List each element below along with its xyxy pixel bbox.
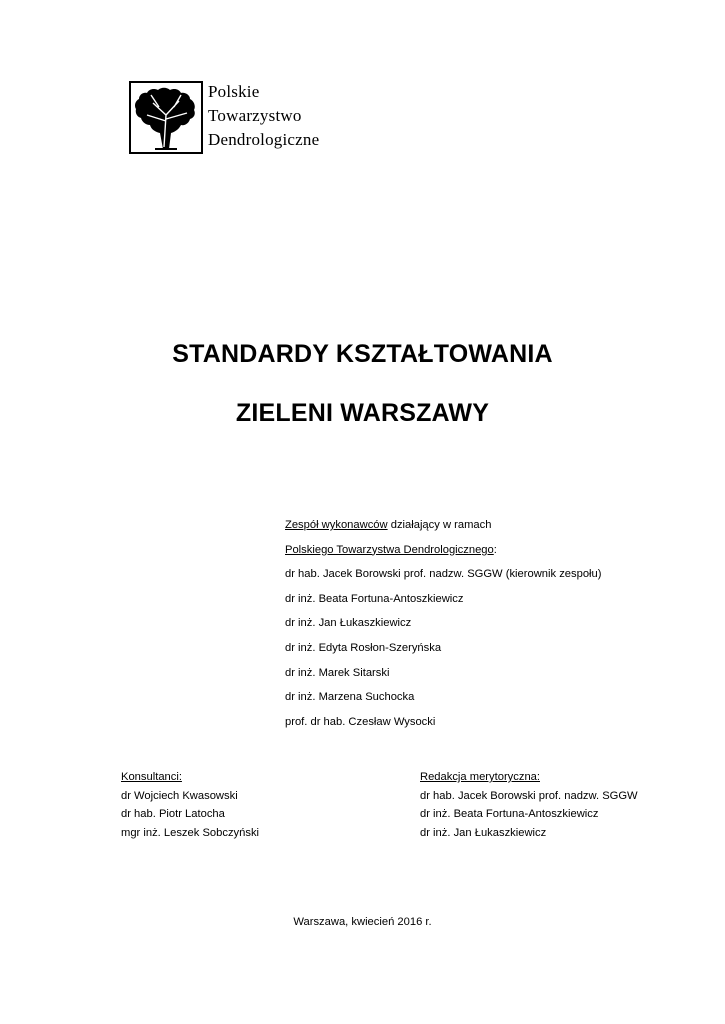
team-organization — [285, 538, 601, 563]
document-title-line-1: STANDARDY KSZTAŁTOWANIA — [172, 340, 553, 368]
team-organization-underlined: Polskiego Towarzystwa Dendrologicznego — [285, 543, 494, 556]
consultant-name: mgr inż. Leszek Sobczyński — [121, 826, 260, 839]
place-and-date: Warszawa, kwiecień 2016 r. — [293, 916, 432, 928]
consultant-name: dr Wojciech Kwasowski — [121, 789, 238, 802]
document-title-line-2: ZIELENI WARSZAWY — [235, 399, 490, 427]
editor-name: dr inż. Beata Fortuna-Antoszkiewicz — [420, 808, 599, 820]
team-member: dr inż. Marek Sitarski — [285, 666, 390, 679]
society-name-line-1: Polskie — [208, 82, 260, 101]
team-member: dr inż. Beata Fortuna-Antoszkiewicz — [285, 592, 464, 605]
consultants-heading: Konsultanci: — [121, 771, 182, 783]
consultants-block — [121, 768, 259, 842]
team-member: dr inż. Edyta Rosłon-Szeryńska — [285, 641, 442, 654]
team-organization-rest: : — [493, 543, 497, 556]
oak-tree-icon — [129, 81, 203, 154]
society-name — [208, 80, 319, 152]
team-member: dr inż. Marzena Suchocka — [285, 691, 415, 704]
editors-heading: Redakcja merytoryczna: — [420, 771, 540, 783]
editor-name: dr hab. Jacek Borowski prof. nadzw. SGGW — [420, 789, 638, 802]
team-member: dr inż. Jan Łukaszkiewicz — [285, 617, 412, 630]
team-heading-underlined: Zespół wykonawców — [285, 519, 388, 531]
team-member: dr hab. Jacek Borowski prof. nadzw. SGGW (kierownik zespołu) — [285, 568, 602, 581]
team-member: prof. dr hab. Czesław Wysocki — [285, 715, 436, 728]
team-heading-rest: działający w ramach — [387, 519, 492, 531]
editors-block — [420, 768, 638, 842]
team-block — [285, 513, 601, 734]
consultant-name: dr hab. Piotr Latocha — [121, 808, 225, 820]
editor-name: dr inż. Jan Łukaszkiewicz — [420, 826, 547, 839]
society-name-line-3: Dendrologiczne — [208, 130, 320, 149]
team-heading — [285, 513, 601, 538]
society-name-line-2: Towarzystwo — [208, 106, 302, 125]
society-logo — [129, 81, 319, 154]
